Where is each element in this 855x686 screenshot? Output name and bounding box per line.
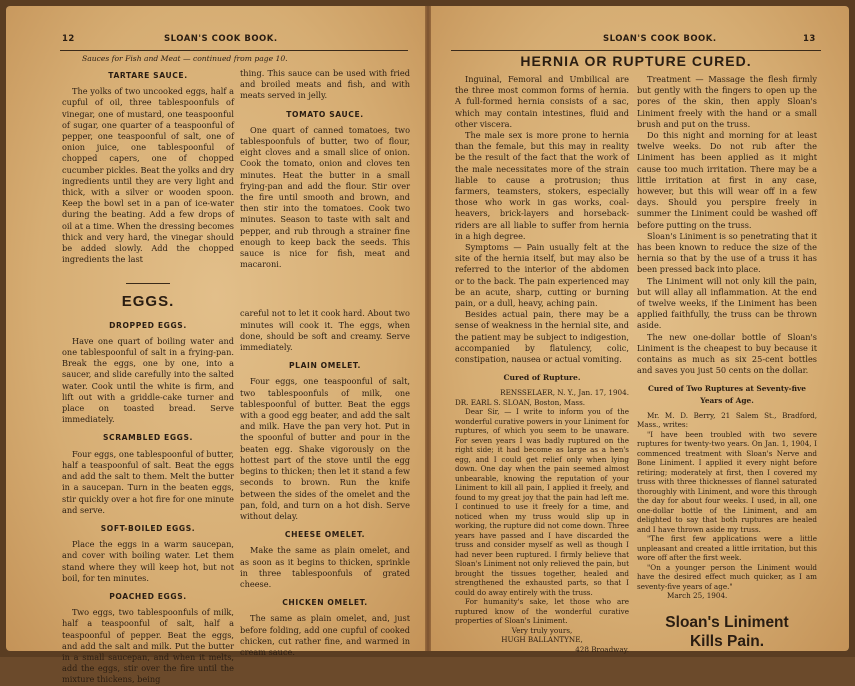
testimonial-2-intro: Mr. M. D. Berry, 21 Salem St., Bradford, Mass., writes: [637,410,817,430]
tomato-heading: TOMATO SAUCE. [286,109,364,119]
left-page-number: 12 [62,34,75,44]
testimonial-2-date: March 25, 1904. [667,591,728,601]
left-running-title: SLOAN'S COOK BOOK. [164,34,278,44]
tartare-heading: TARTARE SAUCE. [108,71,188,80]
cheese-omelet-heading: CHEESE OMELET. [284,530,366,540]
testimonial-1-close: For humanity's sake, let those who are ruptured know of the wonderful curative properties of Sloan's Liniment. [455,597,629,626]
testimonial-1-sign1: Very truly yours, [511,625,573,635]
column-spacer [240,270,410,308]
right-running-title: SLOAN'S COOK BOOK. [603,34,717,44]
right-running-head [431,34,849,48]
treatment-p5: The new one-dollar bottle of Sloan's Liniment is the cheapest to buy because it contains as much as six 25-cent bottles and saves you just 50 cents on the dollar. [637,331,817,376]
right-page-number: 13 [803,34,816,44]
right-page [431,6,849,654]
tomato-text: One quart of canned tomatoes, two tablespoonfuls of butter, two of flour, eight cloves and a small slice of onion. Cook the tomato, onion and cloves ten minutes. Heat the butter in a small frying-pan and add the flour. Stir over the fire until smooth and brown, and then stir into the tomatoes. Cook two minutes. Season to taste with salt and pepper, and rub through a strainer fine enough to keep back the seeds. This sauce is nice for fish, meat and macaroni. [240,124,410,270]
treatment-text: Treatment — Massage the flesh firmly but gently with the fingers to open up the pores of the skin, then apply Sloan's Liniment freely with the hand or a small brush and put on the truss. [637,74,817,129]
tartare-text: The yolks of two uncooked eggs, half a cupful of oil, three tablespoonfuls of vinegar, one of mustard, one teaspoonful of sugar, one quarter of a teaspoonful of pepper, one teaspoonful of salt, one of onion juice, one tablespoonful of chopped capers, one of chopped cucumber pickles. Beat the yolks and dry ingredients until they are very light and thick, with a silver or wooden spoon. Keep the bowl set in a pan of ice-water during the beating. Add a few drops of oil at a time. When the dressing becomes thick and very hard, the vinegar should be added slowly. Add the chopped ingredients the last [62,86,234,265]
testimonial-2-body3: "On a younger person the Liniment would have the desired effect much quicker, as I am seventy-five years of age." [637,562,817,591]
hernia-p2: The male sex is more prone to hernia than the female, but this may in reality be the result of the fact that the work of the male necessitates more of the strain liable to cause a protrusion; thus farmers, teamsters, stokers, especially those who work in gas works, coal-heavers, brick-layers and horseback-riders are all liable to suffer from hernia in a high degree. [455,130,629,241]
header-rule [60,50,408,51]
poached-continued: careful not to let it cook hard. About two minutes will cook it. The eggs, when done, should be soft and creamy. Serve immediately. [240,308,410,353]
chicken-omelet-heading: CHICKEN OMELET. [282,598,368,608]
dropped-heading: DROPPED EGGS. [109,320,187,330]
testimonial-2-body1: "I have been troubled with two severe ruptures for twenty-two years. On Jan. 1, 1904, I commenced treatment with Sloan's Nerve and Bone Liniment. I applied it every night before retiring; moderately at first, then I covered my truss with three thicknesses of flannel saturated thoroughly with Liniment, and wore this through the day for about four weeks. I used, in all, one one-dollar bottle of the Liniment, and am delighted to say that both ruptures are healed and I have thrown aside my truss. [637,429,817,534]
section-rule [126,283,170,284]
tartare-continued: thing. This sauce can be used with fried and broiled meats and fish, and with meats served in jelly. [240,68,410,101]
left-column-2 [240,68,410,658]
testimonial-1-body: Dear Sir, — I write to inform you of the wonderful curative powers in your Liniment for ruptures, of which you seem to be unaware. For seven years I was badly ruptured on the right side; it had become as large as a hen's egg, and I could get relief only when lying down. One day when the pain seemed almost unbearable, knowing the reputation of your Liniment to kill all pain, I applied it freely, and found to my great joy that the pain had left me. I continued to use it freely for a time, and noticed when my truss would slip up in working, the rupture did not come down. Three years have passed and I have discarded the truss and consider myself as well as though I had never been ruptured. I firmly believe that Sloan's Liniment not only relieved the pain, but brought the tissues together, healed and strengthened the exhausted parts, so that I could do away entirely with the truss. [455,407,629,597]
plain-omelet-text: Four eggs, one teaspoonful of salt, two tablespoonfuls of milk, one tablespoonful of butter. Beat the eggs with a good egg beater, and add the salt and milk. Have the pan very hot. Put in the spoonful of butter and pour in the beaten egg. Shake vigorously on the hottest part of the stove until the egg begins to thicken; then let it stand a few seconds to brown. Run the knife between the sides of the omelet and the pan, fold, and turn on a hot dish. Serve without delay. [240,376,410,521]
testimonial-2-body2: "The first few applications were a little unpleasant and created a little irritation, but this wore off after the first week. [637,534,817,563]
hernia-title: HERNIA OR RUPTURE CURED. [520,53,752,69]
hernia-p1: Inguinal, Femoral and Umbilical are the three most common forms of hernia. A full-formed hernia consists of a sac, which may contain intestines, fluid and other viscera. [455,74,629,129]
treatment-p4: The Liniment will not only kill the pain, but will allay all inflammation. At the end of twelve weeks, if the Liniment has been applied faithfully, the truss can be thrown aside. [637,275,817,331]
continued-note: Sauces for Fish and Meat — continued from page 10. [82,54,288,63]
testimonial-1-heading: Cured of Rupture. [503,373,581,383]
treatment-p2: Do this night and morning for at least twelve weeks. Do not rub after the Liniment has been applied as it might cause too much irritation. There may be a little irritation at first in any case, however, but this will wear off in a few days. Should you perspire freely in summer the Liniment could be washed off before putting on the truss. [637,130,817,230]
right-column-1 [455,74,629,654]
hernia-symptoms: Symptoms — Pain usually felt at the site of the hernia itself, but may also be referred to the interior of the abdomen or to the back. The pain experienced may be an acute, sharp, cutting or burning pain, or a dull, heavy, aching pain. [455,242,629,309]
scrambled-heading: SCRAMBLED EGGS. [102,433,194,443]
eggs-heading: EGGS. [121,293,175,311]
right-column-2 [637,74,817,651]
dropped-text: Have one quart of boiling water and one tablespoonful of salt in a frying-pan. Break the eggs, one by one, into a saucer, and slide carefully into the salted water. Cook until the white is firm, and lift out with a griddle-cake turner and place on toasted bread. Serve immediately. [62,335,234,425]
treatment-p3: Sloan's Liniment is so penetrating that it has been known to reduce the size of the hernia so that by the use of a truss it has been pressed back into place. [637,230,817,275]
poached-heading: POACHED EGGS. [109,591,187,601]
ad-line-2: Kills Pain. [689,632,765,650]
plain-omelet-heading: PLAIN OMELET. [288,361,362,371]
ad-line-1: Sloan's Liniment [665,613,789,631]
chicken-omelet-text: The same as plain omelet, and, just before folding, add one cupful of cooked chicken, cut rather fine, and warmed in cream sauce. [240,613,410,657]
ad-spacer [637,601,817,613]
cheese-omelet-text: Make the same as plain omelet, and as soon as it begins to thicken, sprinkle in three tablespoonfuls of grated cheese. [240,545,410,589]
header-rule [451,50,821,51]
hernia-p4: Besides actual pain, there may be a sense of weakness in the hernial site, and the patient may be subject to indigestion, accompanied by flatulency, colic, constipation, nausea or actual vomiting. [455,309,629,365]
testimonial-1-dateline: RENSSELAER, N. Y., Jan. 17, 1904. [500,388,629,398]
softboiled-text: Place the eggs in a warm saucepan, and cover with boiling water. Let them stand where they will keep hot, but not boil, for ten minutes. [62,539,234,583]
poached-text: Two eggs, two tablespoonfuls of milk, half a teaspoonful of salt, half a teaspoonful of pepper. Beat the eggs, and add the salt and milk. Put the butter in a small saucepan, and when it melts, add the eggs, stir over the fire until the mixture thickens, being [62,607,234,685]
left-page [6,6,425,685]
softboiled-heading: SOFT-BOILED EGGS. [100,523,196,533]
testimonial-1-sign3: 428 Broadway. [575,644,629,654]
testimonial-1-address: DR. EARL S. SLOAN, Boston, Mass. [455,397,586,407]
testimonial-2-heading: Cured of Two Ruptures at Seventy-five Years of Age. [648,384,806,405]
left-column-1 [62,68,234,686]
left-running-head [6,34,425,48]
testimonial-1-sign2: HUGH BALLANTYNE, [501,635,583,645]
scrambled-text: Four eggs, one tablespoonful of butter, half a teaspoonful of salt. Beat the eggs and add the salt to them. Melt the butter in a saucepan. Turn in the beaten eggs, stir quickly over a hot fire for one minute and serve. [62,448,234,515]
